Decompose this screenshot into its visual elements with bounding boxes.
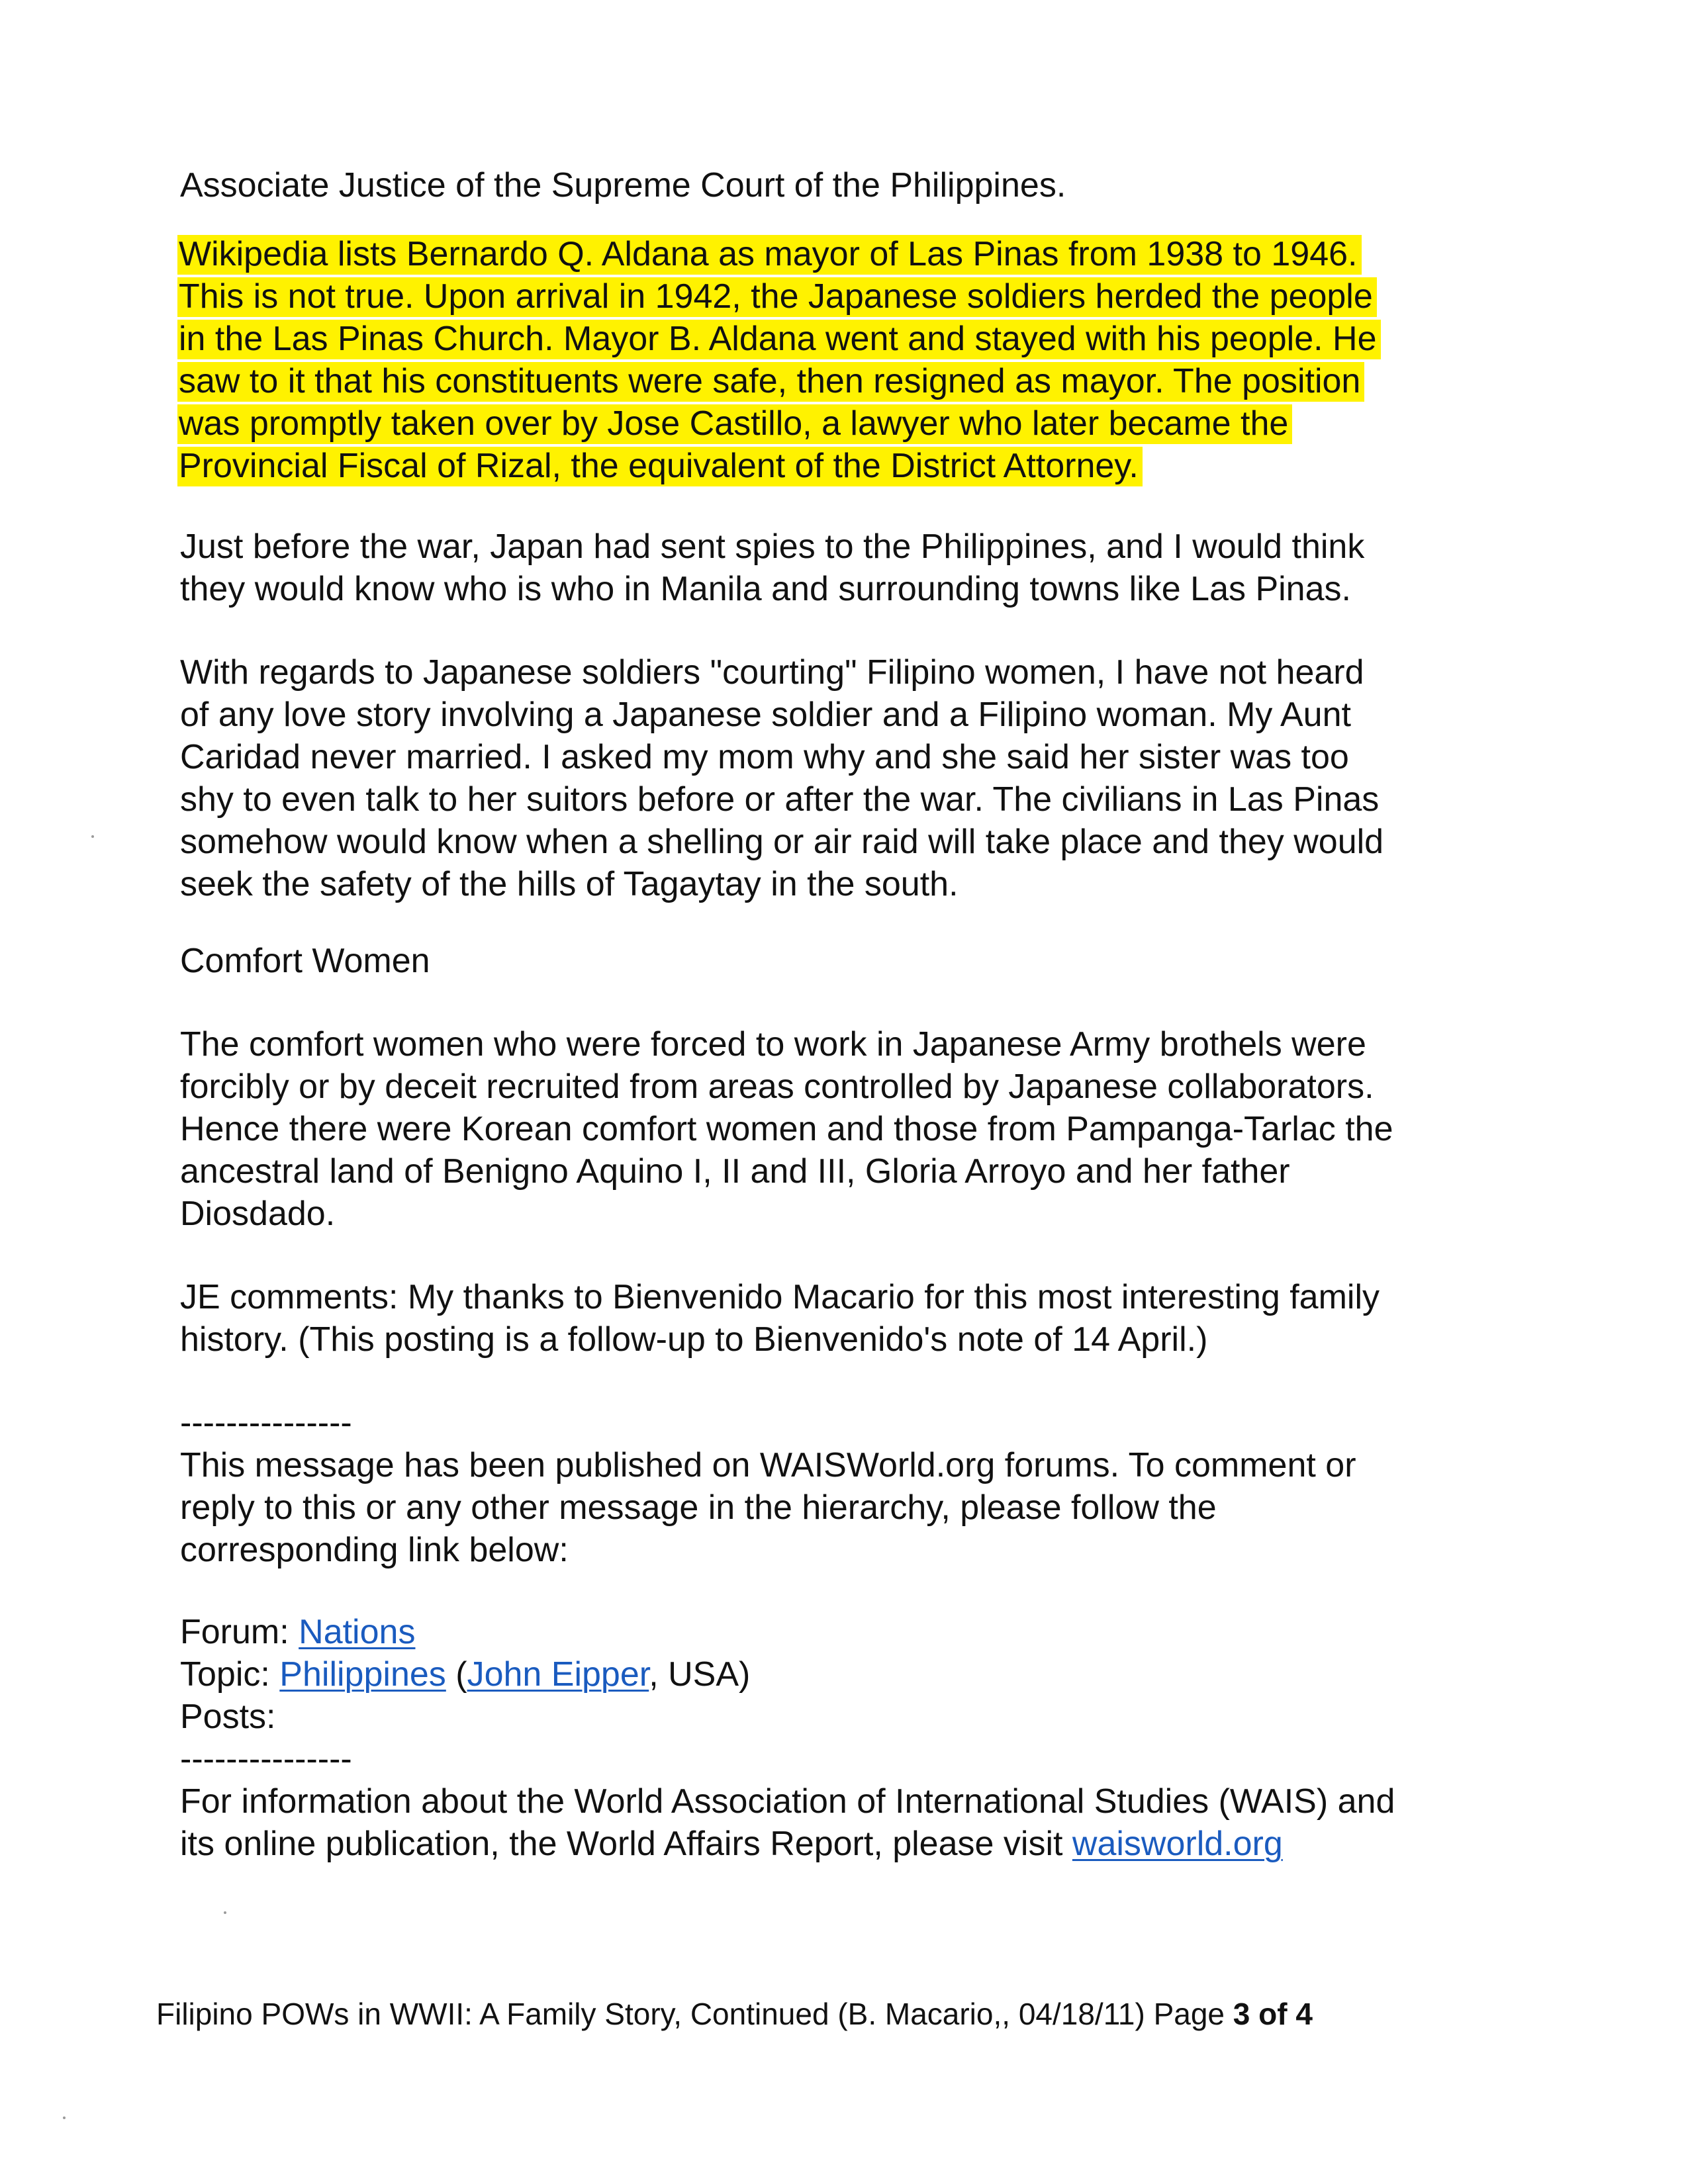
paragraph-5 xyxy=(180,1023,1517,1235)
text-line: ancestral land of Benigno Aquino I, II and III, Gloria Arroyo and her father xyxy=(180,1152,1290,1191)
scan-speck xyxy=(63,2116,66,2119)
author-link-john-eipper[interactable]: John Eipper xyxy=(467,1655,649,1694)
page-footer xyxy=(156,1995,1313,2032)
highlighted-paragraph xyxy=(180,233,1517,487)
forum-links xyxy=(180,1611,1517,1738)
text-line: Caridad never married. I asked my mom why and she said her sister was too xyxy=(180,738,1349,776)
info-note xyxy=(180,1780,1517,1865)
text-line: of any love story involving a Japanese soldier and a Filipino woman. My Aunt xyxy=(180,696,1351,734)
heading-text: Comfort Women xyxy=(180,942,430,980)
text-line xyxy=(180,1823,1517,1865)
separator-line xyxy=(180,1738,1517,1780)
text-line xyxy=(180,233,1517,275)
text-line xyxy=(180,445,1517,487)
highlighted-text: saw to it that his constituents were safe, then resigned as mayor. The position xyxy=(177,362,1364,402)
topic-close: , USA) xyxy=(649,1655,751,1694)
highlighted-text: in the Las Pinas Church. Mayor B. Aldana went and stayed with his people. He xyxy=(177,320,1381,359)
text-line: With regards to Japanese soldiers "courting" Filipino women, I have not heard xyxy=(180,653,1364,692)
forum-line xyxy=(180,1611,1517,1653)
paragraph-4 xyxy=(180,651,1517,905)
page-of-text: of xyxy=(1250,1997,1296,2031)
scan-speck xyxy=(224,1911,226,1914)
posts-line: Posts: xyxy=(180,1698,276,1736)
forum-label: Forum: xyxy=(180,1613,299,1651)
text-line xyxy=(180,360,1517,402)
text-line xyxy=(180,402,1517,445)
page-number-current: 3 xyxy=(1233,1997,1250,2031)
topic-line xyxy=(180,1653,1517,1696)
highlighted-text: This is not true. Upon arrival in 1942, the Japanese soldiers herded the people xyxy=(177,277,1377,317)
text-line: Associate Justice of the Supreme Court of the Philippines. xyxy=(180,166,1066,205)
editor-comment xyxy=(180,1276,1517,1361)
text-line: corresponding link below: xyxy=(180,1531,569,1569)
waisworld-link[interactable]: waisworld.org xyxy=(1072,1825,1283,1863)
text-line: Hence there were Korean comfort women and those from Pampanga-Tarlac the xyxy=(180,1110,1393,1148)
text-line: reply to this or any other message in the hierarchy, please follow the xyxy=(180,1488,1217,1527)
paragraph-3 xyxy=(180,525,1517,610)
text-line: JE comments: My thanks to Bienvenido Macario for this most interesting family xyxy=(180,1278,1380,1316)
text-line: The comfort women who were forced to work in Japanese Army brothels were xyxy=(180,1025,1366,1064)
text-line xyxy=(180,318,1517,360)
topic-link-philippines[interactable]: Philippines xyxy=(279,1655,446,1694)
highlighted-text: Wikipedia lists Bernardo Q. Aldana as mayor of Las Pinas from 1938 to 1946. xyxy=(177,235,1362,275)
text-line xyxy=(180,275,1517,318)
info-prefix: its online publication, the World Affairs Report, please visit xyxy=(180,1825,1072,1863)
text-line: Just before the war, Japan had sent spies to the Philippines, and I would think xyxy=(180,527,1365,566)
document-body xyxy=(180,164,1517,1865)
highlighted-text: was promptly taken over by Jose Castillo, a lawyer who later became the xyxy=(177,404,1292,444)
text-line: This message has been published on WAISWorld.org forums. To comment or xyxy=(180,1446,1356,1484)
text-line: they would know who is who in Manila and surrounding towns like Las Pinas. xyxy=(180,570,1351,608)
text-line: history. (This posting is a follow-up to Bienvenido's note of 14 April.) xyxy=(180,1320,1208,1359)
topic-label: Topic: xyxy=(180,1655,280,1694)
separator-text: --------------- xyxy=(180,1404,352,1442)
section-heading xyxy=(180,940,1517,982)
forum-link-nations[interactable]: Nations xyxy=(299,1613,416,1651)
topic-open-paren: ( xyxy=(445,1655,467,1694)
highlighted-text: Provincial Fiscal of Rizal, the equivalent of the District Attorney. xyxy=(177,447,1143,486)
paragraph-1 xyxy=(180,164,1517,206)
footer-text: Filipino POWs in WWII: A Family Story, Continued (B. Macario,, 04/18/11) Page xyxy=(156,1997,1233,2031)
separator-line xyxy=(180,1402,1517,1444)
text-line: seek the safety of the hills of Tagaytay in the south. xyxy=(180,865,959,903)
separator-text: --------------- xyxy=(180,1740,352,1778)
text-line: shy to even talk to her suitors before or after the war. The civilians in Las Pinas xyxy=(180,780,1380,819)
text-line: somehow would know when a shelling or air raid will take place and they would xyxy=(180,823,1384,861)
text-line: Diosdado. xyxy=(180,1195,336,1233)
text-line: For information about the World Association of International Studies (WAIS) and xyxy=(180,1782,1395,1821)
publish-note xyxy=(180,1444,1517,1571)
text-line: forcibly or by deceit recruited from areas controlled by Japanese collaborators. xyxy=(180,1068,1374,1106)
scan-speck xyxy=(91,835,94,838)
page-number-total: 4 xyxy=(1295,1997,1313,2031)
